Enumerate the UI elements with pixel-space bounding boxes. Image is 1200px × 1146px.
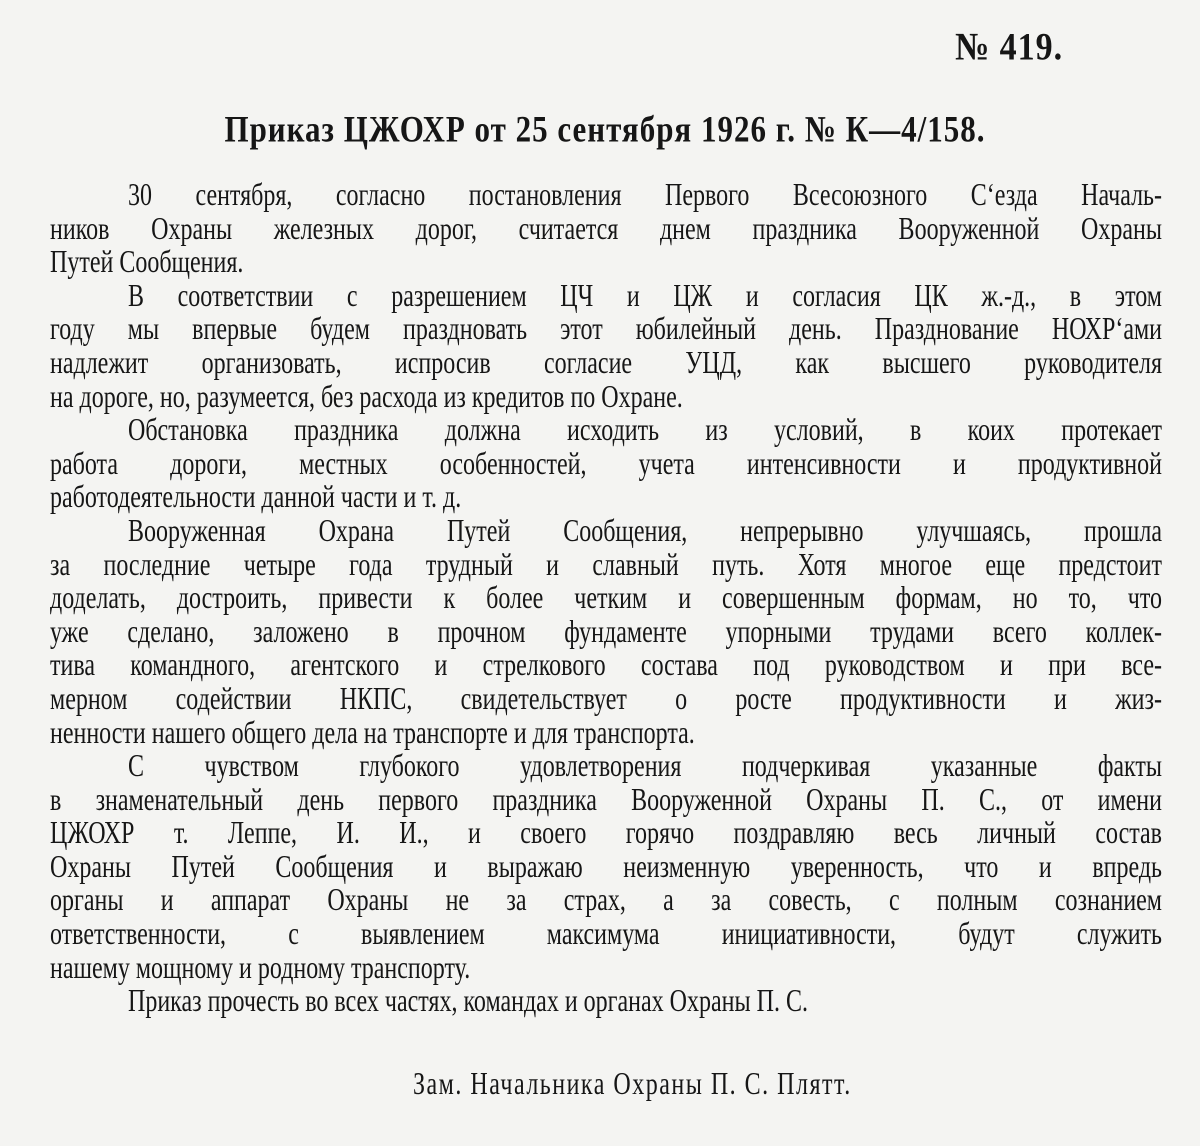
paragraph-2-line-3: надлежит организовать, испросив согласие УЦД, как высшего руководителя [50,346,1162,381]
order-body [50,180,1162,1020]
order-title: Приказ ЦЖОХР от 25 сентября 1926 г. № К—4/158. [224,108,986,150]
document-number: № 419. [955,26,1064,69]
paragraph-4-line-1: Вооруженная Охрана Путей Сообщения, непрерывно улучшаясь, прошла [128,514,1162,549]
paragraph-2-line-4: на дороге, но, разумеется, без расхода из кредитов по Охране. [50,380,683,415]
paragraph-5-line-5: органы и аппарат Охраны не за страх, а за совесть, с полным сознанием [50,884,1162,919]
paragraph-5-line-6: ответственности, с выявлением максимума инициативности, будут служить [50,917,1162,952]
signature-line: Зам. Начальника Охраны П. С. Плятт. [413,1068,852,1102]
paragraph-4-line-2: за последние четыре года трудный и славный путь. Хотя многое еще предстоит [50,548,1162,583]
paragraph-1-line-2: ников Охраны железных дорог, считается днем праздника Вооруженной Охраны [50,212,1162,247]
paragraph-5-line-1: С чувством глубокого удовлетворения подчеркивая указанные факты [128,749,1162,784]
paragraph-1-line-3: Путей Сообщения. [50,246,244,280]
paragraph-4-line-3: доделать, достроить, привести к более четким и совершенным формам, но то, что [50,581,1162,616]
paragraph-5-line-2: в знаменательный день первого праздника Вооруженной Охраны П. С., от имени [50,783,1162,818]
paragraph-4-line-4: уже сделано, заложено в прочном фундаменте упорными трудами всего коллек- [50,615,1162,650]
paragraph-5-line-3: ЦЖОХР т. Леппе, И. И., и своего горячо поздравляю весь личный состав [50,817,1162,851]
paragraph-1-line-1: 30 сентября, согласно постановления Первого Всесоюзного С‘езда Началь- [128,178,1162,213]
paragraph-4-line-7: ненности нашего общего дела на транспорте и для транспорта. [50,716,695,751]
paragraph-2-line-2: году мы впервые будем праздновать этот юбилейный день. Празднование НОХР‘ами [50,313,1162,348]
paragraph-3-line-2: работа дороги, местных особенностей, учета интенсивности и продуктивной [50,447,1162,482]
paragraph-3-line-3: работодеятельности данной части и т. д. [50,481,462,516]
paragraph-5-line-4: Охраны Путей Сообщения и выражаю неизменную уверенность, что и впредь [50,850,1162,885]
paragraph-4-line-6: мерном содействии НКПС, свидетельствует о росте продуктивности и жиз- [50,682,1162,717]
paragraph-6-line-1: Приказ прочесть во всех частях, командах и органах Охраны П. С. [128,985,808,1019]
paragraph-3-line-1: Обстановка праздника должна исходить из условий, в коих протекает [128,414,1162,448]
paragraph-2-line-1: В соответствии с разрешением ЦЧ и ЦЖ и согласия ЦК ж.-д., в этом [128,279,1162,314]
paragraph-4-line-5: тива командного, агентского и стрелкового состава под руководством и при все- [50,649,1162,683]
paragraph-5-line-7: нашему мощному и родному транспорту. [50,951,471,986]
